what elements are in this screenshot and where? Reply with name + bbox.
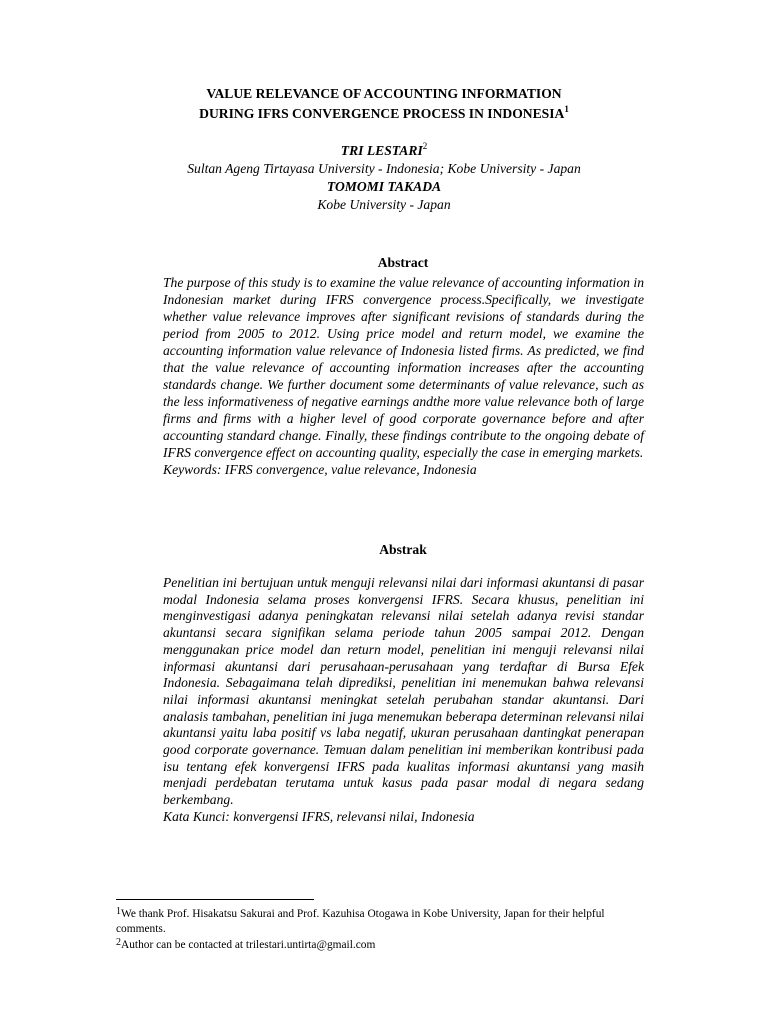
abstract-section xyxy=(163,274,644,478)
title-line-2 xyxy=(120,104,648,124)
paper-title xyxy=(120,84,648,124)
title-line-2-text: DURING IFRS CONVERGENCE PROCESS IN INDONESIA xyxy=(199,106,565,121)
author-1-affiliation: Sultan Ageng Tirtayasa University - Indonesia; Kobe University - Japan xyxy=(187,161,581,176)
title-line-1: VALUE RELEVANCE OF ACCOUNTING INFORMATION xyxy=(206,86,562,101)
abstract-keywords: Keywords: IFRS convergence, value relevance, Indonesia xyxy=(163,462,477,477)
footnotes xyxy=(116,907,648,954)
title-footnote-mark: 1 xyxy=(564,104,569,114)
footnote-2 xyxy=(116,938,648,953)
abstrak-body: Penelitian ini bertujuan untuk menguji relevansi nilai dari informasi akuntansi di pasar modal Indonesia selama proses konvergensi IFRS. Secara khusus, penelitian ini menginvestigasi adanya peningkatan relevansi nilai setelah adanya revisi standar akuntansi secara signifikan selama periode tahun 2005 sampai 2012. Dengan menggunakan price model dan return model, penelitian ini menguji relevansi nilai informasi akuntansi dari perusahaan-perusahaan yang terdaftar di Bursa Efek Indonesia. Sebagaimana telah diprediksi, penelitian ini menemukan bahwa relevansi nilai informasi akuntansi meningkat setelah perubahan standar akuntansi. Dari analasis tambahan, penelitian ini juga menemukan beberapa determinan relevansi nilai akuntansi yaitu laba positif vs laba negatif, ukuran perusahaan dantingkat penerapan good corporate governance. Temuan dalam penelitian ini memberikan kontribusi pada isu tentang efek konvergensi IFRS pada kualitas informasi akuntansi yang masih menjadi perdebatan terutama untuk kasus pada pasar modal di negara sedang berkembang. xyxy=(163,575,644,808)
author-2-name: TOMOMI TAKADA xyxy=(326,179,442,194)
author-1-name: TRI LESTARI xyxy=(340,143,423,158)
footnote-1-text: We thank Prof. Hisakatsu Sakurai and Prof. Kazuhisa Otogawa in Kobe University, Japan for their helpful comments. xyxy=(116,908,605,935)
abstrak-section xyxy=(163,575,644,826)
footnote-divider xyxy=(116,899,314,900)
abstrak-keywords: Kata Kunci: konvergensi IFRS, relevansi nilai, Indonesia xyxy=(163,808,475,824)
footnote-1 xyxy=(116,907,648,937)
footnote-1-mark: 1 xyxy=(116,906,121,917)
abstract-heading: Abstract xyxy=(377,255,429,270)
abstrak-heading: Abstrak xyxy=(379,542,427,557)
author-1 xyxy=(120,142,648,160)
footnote-2-mark: 2 xyxy=(116,937,121,948)
footnote-2-text: Author can be contacted at trilestari.untirta@gmail.com xyxy=(121,939,376,951)
author-1-footnote-mark: 2 xyxy=(422,141,428,151)
abstract-body: The purpose of this study is to examine the value relevance of accounting information in Indonesian market during IFRS convergence process.Specifically, we investigate whether value relevance improves after significant revisions of standards during the period from 2005 to 2012. Using price model and return model, we examine the accounting information value relevance of Indonesia listed firms. As predicted, we find that the value relevance of accounting information increases after the accounting standards change. We further document some determinants of value relevance, such as the less informativeness of negative earnings andthe more value relevance both of large firms and firms with a higher level of good corporate governance before and after accounting standard change. Finally, these findings contribute to the ongoing debate of IFRS convergence effect on accounting quality, especially the case in emerging markets. xyxy=(163,275,644,460)
author-block xyxy=(120,142,648,214)
author-2-affiliation: Kobe University - Japan xyxy=(317,197,451,212)
